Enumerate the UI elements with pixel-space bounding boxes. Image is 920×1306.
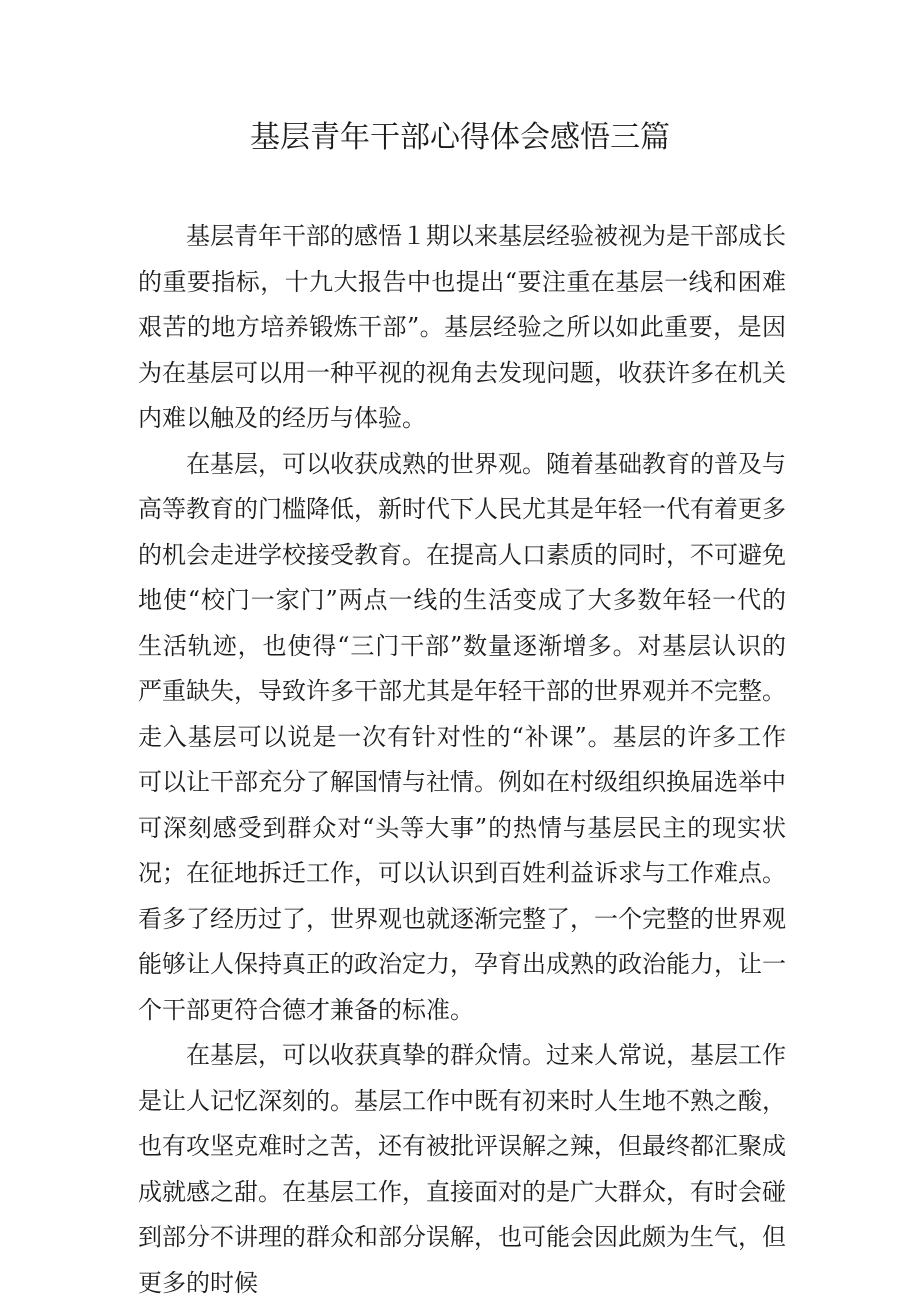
document-body [138, 214, 786, 1306]
paragraph-3: 在基层，可以收获真挚的群众情。过来人常说，基层工作是让人记忆深刻的。基层工作中既有初来时人生地不熟之酸，也有攻坚克难时之苦，还有被批评误解之辣，但最终都汇聚成成就感之甜。在基层工作，直接面对的是广大群众，有时会碰到部分不讲理的群众和部分误解，也可能会因此颇为生气，但更多的时候 [138, 1041, 786, 1297]
document-title: 基层青年干部心得体会感悟三篇 [250, 120, 670, 155]
paragraph-2: 在基层，可以收获成熟的世界观。随着基础教育的普及与高等教育的门槛降低，新时代下人民尤其是年轻一代有着更多的机会走进学校接受教育。在提高人口素质的同时，不可避免地使“校门一家门”两点一线的生活变成了大多数年轻一代的生活轨迹，也使得“三门干部”数量逐渐增多。对基层认识的严重缺失，导致许多干部尤其是年轻干部的世界观并不完整。走入基层可以说是一次有针对性的“补课”。基层的许多工作可以让干部充分了解国情与社情。例如在村级组织换届选举中可深刻感受到群众对“头等大事”的热情与基层民主的现实状况；在征地拆迁工作，可以认识到百姓利益诉求与工作难点。看多了经历过了，世界观也就逐渐完整了，一个完整的世界观能够让人保持真正的政治定力，孕育出成熟的政治能力，让一个干部更符合德才兼备的标准。 [138, 449, 786, 1024]
paragraph-1: 基层青年干部的感悟１期以来基层经验被视为是干部成长的重要指标，十九大报告中也提出“要注重在基层一线和困难艰苦的地方培养锻炼干部”。基层经验之所以如此重要，是因为在基层可以用一种平视的视角去发现问题，收获许多在机关内难以触及的经历与体验。 [138, 222, 786, 432]
